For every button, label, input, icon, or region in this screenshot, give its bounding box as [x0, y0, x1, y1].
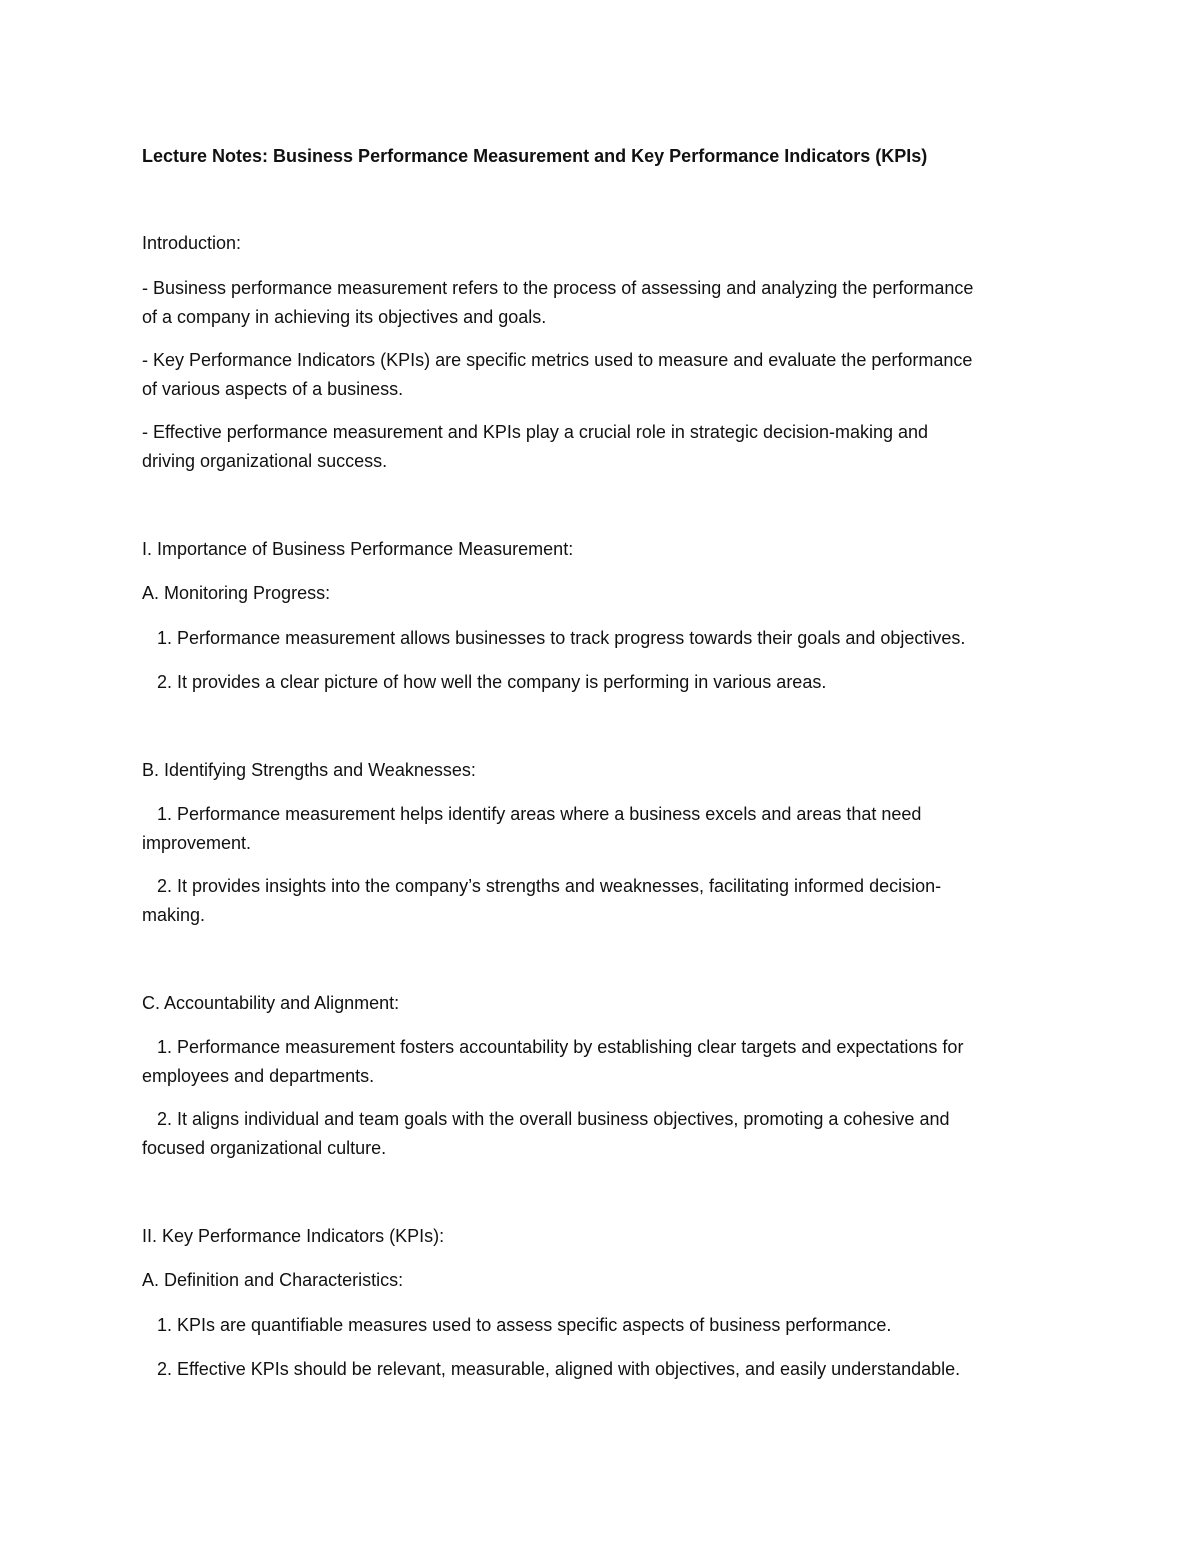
- section-1b-item-1: [157, 800, 921, 829]
- item-text: It provides insights into the company’s strengths and weaknesses, facilitating informed decision-: [177, 876, 942, 896]
- document-title: Lecture Notes: Business Performance Measurement and Key Performance Indicators (KPIs): [142, 146, 928, 166]
- section-2a-item-1: [157, 1311, 891, 1340]
- section-1b-item-2-line-2: making.: [142, 905, 206, 925]
- item-number: 1.: [157, 1037, 173, 1057]
- intro-heading: Introduction:: [142, 233, 242, 253]
- item-number: 1.: [157, 804, 173, 824]
- item-number: 1.: [157, 1315, 173, 1335]
- intro-bullet-1-line-1: - Business performance measurement refers to the process of assessing and analyzing the performance: [142, 278, 974, 298]
- item-number: 1.: [157, 628, 173, 648]
- section-1-heading: I. Importance of Business Performance Measurement:: [142, 539, 574, 559]
- item-text: Performance measurement fosters accountability by establishing clear targets and expectations for: [177, 1037, 964, 1057]
- section-1a-item-2: [157, 668, 826, 697]
- section-2-heading: II. Key Performance Indicators (KPIs):: [142, 1226, 445, 1246]
- item-number: 2.: [157, 1109, 173, 1129]
- item-number: 2.: [157, 1359, 173, 1379]
- section-1a-heading: A. Monitoring Progress:: [142, 583, 331, 603]
- item-text: It aligns individual and team goals with the overall business objectives, promoting a cohesive and: [177, 1109, 950, 1129]
- intro-bullet-1-line-2: of a company in achieving its objectives and goals.: [142, 307, 547, 327]
- section-1c-heading: C. Accountability and Alignment:: [142, 993, 400, 1013]
- section-1b-heading: B. Identifying Strengths and Weaknesses:: [142, 760, 476, 780]
- section-1c-item-2: [157, 1105, 949, 1134]
- section-1c-item-1-line-2: employees and departments.: [142, 1066, 375, 1086]
- item-text: Performance measurement allows businesses to track progress towards their goals and objectives.: [177, 628, 966, 648]
- intro-bullet-3-line-1: - Effective performance measurement and KPIs play a crucial role in strategic decision-making and: [142, 422, 929, 442]
- section-1a-item-1: [157, 624, 965, 653]
- section-1b-item-2: [157, 872, 941, 901]
- item-text: Effective KPIs should be relevant, measurable, aligned with objectives, and easily understandable.: [177, 1359, 961, 1379]
- item-text: It provides a clear picture of how well the company is performing in various areas.: [177, 672, 827, 692]
- intro-bullet-2-line-1: - Key Performance Indicators (KPIs) are specific metrics used to measure and evaluate the performance: [142, 350, 973, 370]
- section-2a-heading: A. Definition and Characteristics:: [142, 1270, 404, 1290]
- section-2a-item-2: [157, 1355, 960, 1384]
- intro-bullet-3-line-2: driving organizational success.: [142, 451, 388, 471]
- section-1c-item-1: [157, 1033, 963, 1062]
- item-text: KPIs are quantifiable measures used to assess specific aspects of business performance.: [177, 1315, 892, 1335]
- intro-bullet-2-line-2: of various aspects of a business.: [142, 379, 404, 399]
- item-number: 2.: [157, 876, 173, 896]
- section-1b-item-1-line-2: improvement.: [142, 833, 252, 853]
- section-1c-item-2-line-2: focused organizational culture.: [142, 1138, 387, 1158]
- item-number: 2.: [157, 672, 173, 692]
- item-text: Performance measurement helps identify areas where a business excels and areas that need: [177, 804, 922, 824]
